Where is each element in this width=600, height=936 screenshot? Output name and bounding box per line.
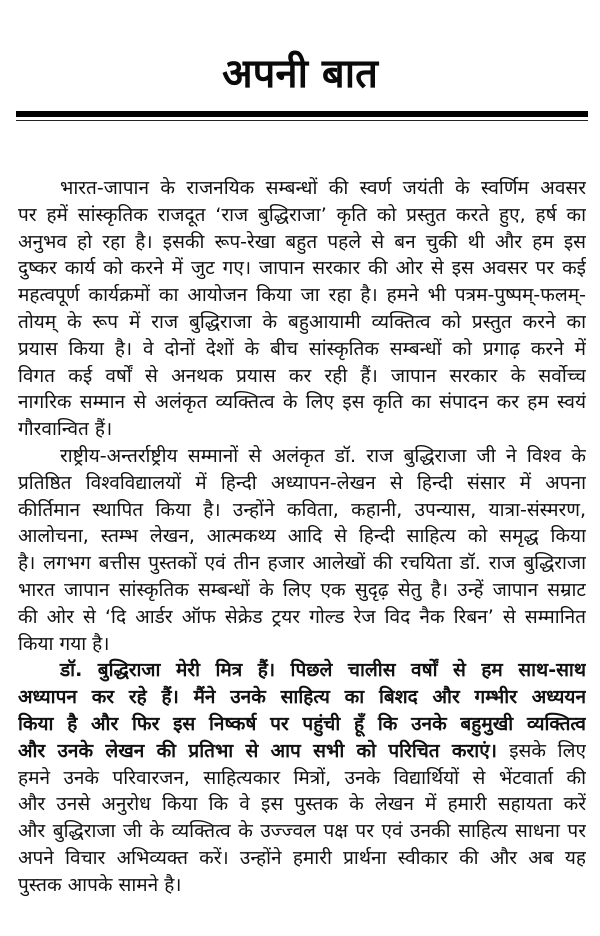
bold-text: डॉ. बुद्धिराजा मेरी मित्र हैं। पिछले चालीस वर्षों से हम साथ-साथ: [60, 659, 586, 682]
document-body: [18, 175, 586, 899]
paragraph: [18, 443, 586, 657]
text-line: [18, 175, 586, 202]
text-line: [18, 577, 586, 604]
text-line: [18, 416, 586, 443]
body-text: कीर्तिमान स्थापित किया है। उन्होंने कविता, कहानी, उपन्यास, यात्रा-संस्मरण,: [18, 498, 586, 521]
text-line: [18, 389, 586, 416]
text-line: [18, 497, 586, 524]
text-line: [18, 845, 586, 872]
text-line: [18, 791, 586, 818]
text-line: [18, 738, 586, 765]
body-text: राष्ट्रीय-अन्तर्राष्ट्रीय सम्मानों से अलंकृत डॉ. राज बुद्धिराजा जी ने विश्व के: [60, 444, 586, 467]
body-text: भारत-जापान के राजनयिक सम्बन्धों की स्वर्ण जयंती के स्वर्णिम अवसर: [60, 177, 586, 199]
text-line: [18, 202, 586, 229]
text-line: [18, 363, 586, 390]
bold-text: किया है और फिर इस निष्कर्ष पर पहुंची हूँ कि उनके बहुमुखी व्यक्तित्व: [18, 712, 586, 735]
body-text: इसके लिए: [509, 739, 586, 762]
text-line: [18, 872, 586, 899]
body-text: पर हमें सांस्कृतिक राजदूत ‘राज बुद्धिराजा’ कृति को प्रस्तुत करते हुए, हर्ष का: [18, 203, 586, 226]
body-text: और बुद्धिराजा जी के व्यक्तित्व के उज्ज्वल पक्ष पर एवं उनकी साहित्य साधना पर: [18, 820, 586, 843]
text-line: [18, 470, 586, 497]
body-text: दुष्कर कार्य को करने में जुट गए। जापान सरकार की ओर से इस अवसर पर कई: [18, 257, 586, 280]
text-line: [18, 604, 586, 631]
text-line: [18, 229, 586, 256]
text-line: [18, 309, 586, 336]
text-line: [18, 818, 586, 845]
body-text: प्रतिष्ठित विश्वविद्यालयों में हिन्दी अध्यापन-लेखन से हिन्दी संसार में अपना: [18, 471, 586, 494]
text-line: [18, 684, 586, 711]
body-text: हमने उनके परिवारजन, साहित्यकार मित्रों, उनके विद्यार्थियों से भेंटवार्ता की: [18, 766, 586, 789]
text-line: [18, 255, 586, 282]
body-text: विगत कई वर्षों से अनथक प्रयास कर रही हैं। जापान सरकार के सर्वोच्च: [18, 364, 586, 387]
body-text: और उनसे अनुरोध किया कि वे इस पुस्तक के लेखन में हमारी सहायता करें: [18, 793, 586, 816]
body-text: अनुभव हो रहा है। इसकी रूप-रेखा बहुत पहले से बन चुकी थी और हम इस: [18, 230, 586, 253]
body-text: की ओर से ‘दि आर्डर ऑफ सेक्रेड ट्रयर गोल्ड रेज विद नैक रिबन’ से सम्मानित: [18, 605, 586, 628]
body-text: है। लगभग बत्तीस पुस्तकों एवं तीन हजार आलेखों की रचयिता डॉ. राज बुद्धिराजा: [18, 552, 586, 575]
text-line: [18, 523, 586, 550]
page-title: अपनी बात: [222, 51, 378, 97]
text-line: [18, 631, 586, 658]
body-text: भारत जापान सांस्कृतिक सम्बन्धों के लिए एक सुदृढ़ सेतु है। उन्हें जापान सम्राट: [18, 578, 586, 601]
body-text: तोयम् के रूप में राज बुद्धिराजा के बहुआयामी व्यक्तित्व को प्रस्तुत करने का: [18, 310, 586, 333]
title-rule-thin: [16, 120, 588, 121]
text-line: [18, 765, 586, 792]
bold-text: अध्यापन कर रहे हैं। मैंने उनके साहित्य का बिशद और गम्भीर अध्ययन: [18, 686, 586, 709]
body-text: पुस्तक आपके सामने है।: [18, 873, 182, 896]
text-line: [18, 550, 586, 577]
text-line: [18, 711, 586, 738]
body-text: किया गया है।: [18, 632, 110, 655]
body-text: महत्वपूर्ण कार्यक्रमों का आयोजन किया जा रहा है। हमने भी पत्रम-पुष्पम्-फलम्-: [18, 284, 586, 307]
body-text: अपने विचार अभिव्यक्त करें। उन्होंने हमारी प्रार्थना स्वीकार की और अब यह: [18, 846, 586, 869]
paragraph: [18, 175, 586, 443]
bold-text: और उनके लेखन की प्रतिभा से आप सभी को परिचित कराएं।: [18, 739, 510, 762]
text-line: [18, 657, 586, 684]
text-line: [18, 282, 586, 309]
body-text: गौरवान्वित हैं।: [18, 418, 113, 441]
body-text: आलोचना, स्तम्भ लेखन, आत्मकथ्य आदि से हिन्दी साहित्य को समृद्ध किया: [18, 525, 586, 548]
title-rule-thick: [16, 111, 588, 117]
text-line: [18, 336, 586, 363]
text-line: [18, 443, 586, 470]
paragraph: [18, 657, 586, 898]
body-text: प्रयास किया है। वे दोनों देशों के बीच सांस्कृतिक सम्बन्धों को प्रगाढ़ करने में: [18, 337, 586, 360]
body-text: नागरिक सम्मान से अलंकृत व्यक्तित्व के लिए इस कृति का संपादन कर हम स्वयं: [18, 391, 586, 414]
